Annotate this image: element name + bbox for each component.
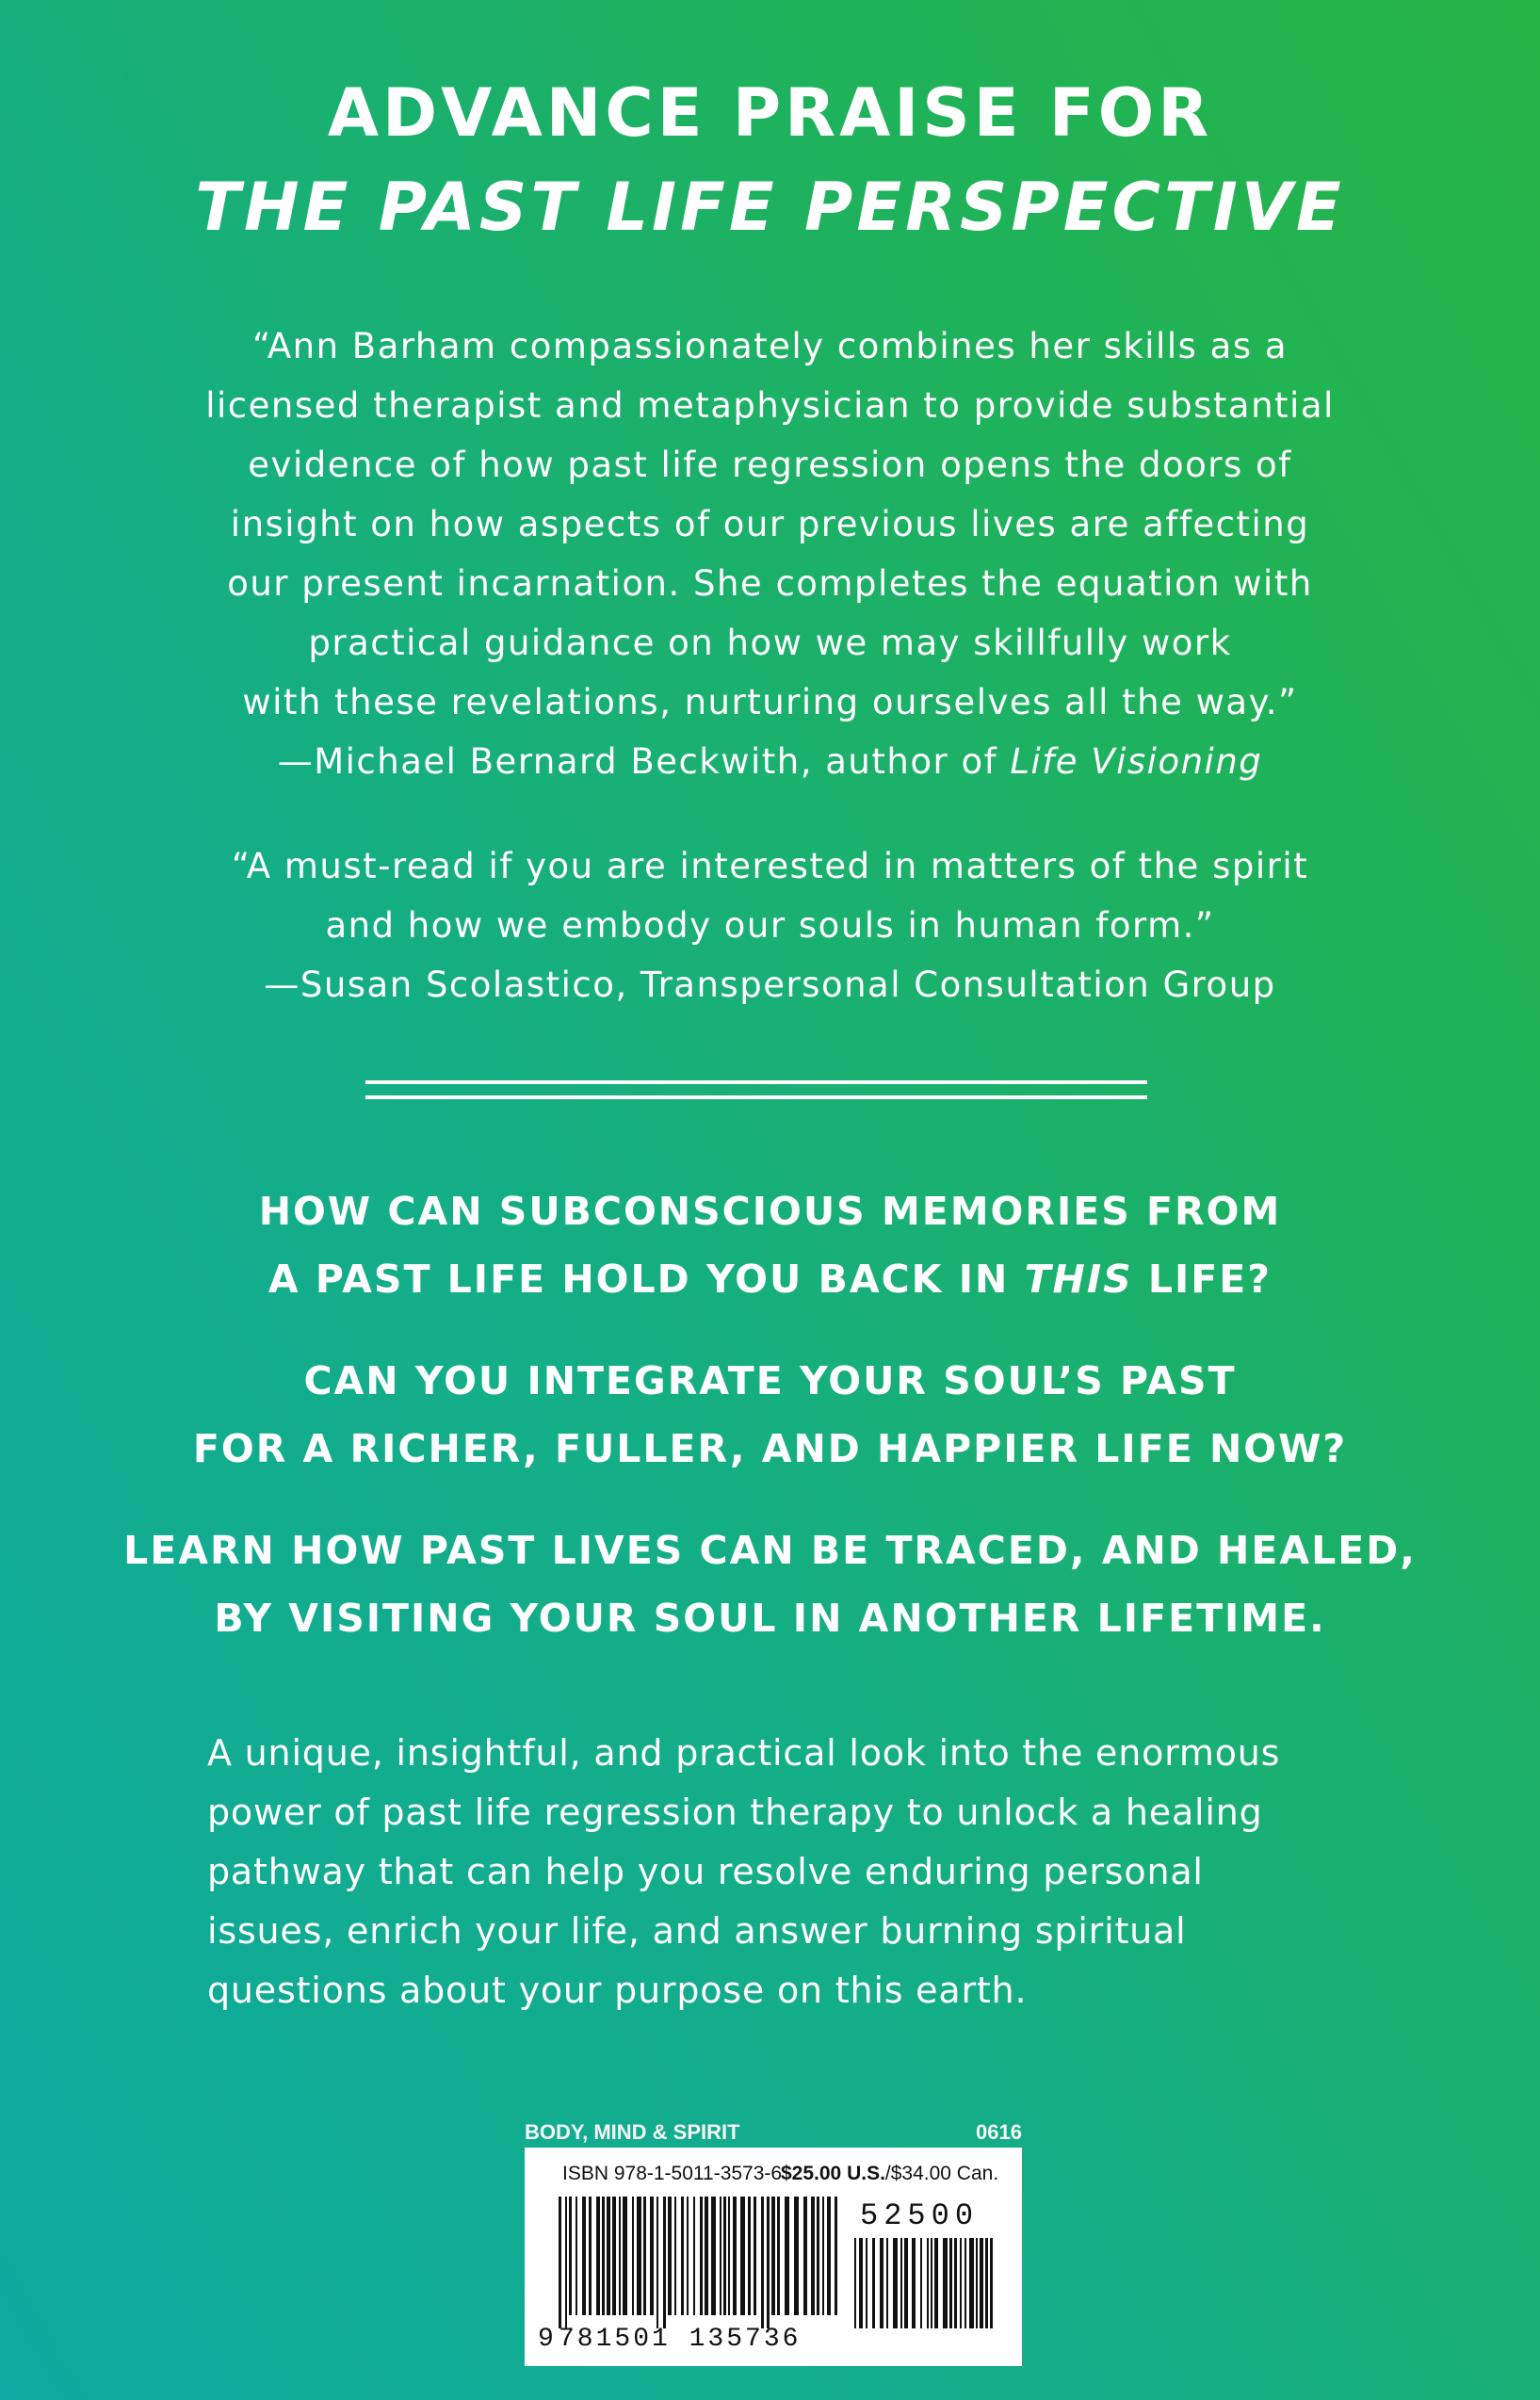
barcode-bar bbox=[931, 2238, 932, 2328]
price-us: $25.00 U.S. bbox=[781, 2163, 885, 2184]
barcode-bar bbox=[612, 2197, 616, 2315]
barcode-bar bbox=[589, 2197, 592, 2315]
barcode-bar bbox=[565, 2197, 567, 2328]
barcode-bar bbox=[854, 2238, 856, 2328]
barcode-bar bbox=[602, 2197, 605, 2315]
barcode-bar bbox=[582, 2197, 586, 2315]
barcode-bar bbox=[976, 2238, 978, 2328]
barcode-bar bbox=[880, 2238, 883, 2328]
questions-block bbox=[0, 1177, 1540, 1686]
price-can: /$34.00 Can. bbox=[884, 2163, 999, 2184]
attribution-book-title: Life Visioning bbox=[1010, 741, 1263, 782]
barcode-bar bbox=[771, 2197, 775, 2315]
praise-quote-scolastico bbox=[57, 836, 1483, 1014]
barcode-bar bbox=[761, 2197, 764, 2328]
barcode-bar bbox=[872, 2238, 875, 2328]
barcode-bar bbox=[965, 2238, 966, 2328]
barcode-bar bbox=[904, 2238, 908, 2328]
quote-line: licensed therapist and metaphysician to provide substantial bbox=[205, 385, 1335, 426]
description-line: A unique, insightful, and practical look into the enormous bbox=[207, 1732, 1281, 1774]
divider-line bbox=[365, 1080, 1147, 1084]
barcode-bar bbox=[596, 2197, 600, 2315]
barcode-bar bbox=[767, 2197, 770, 2328]
addon-digits: 52500 bbox=[860, 2198, 980, 2233]
barcode-bar bbox=[607, 2197, 610, 2315]
barcode-bar bbox=[650, 2197, 654, 2315]
question-2 bbox=[0, 1347, 1540, 1483]
barcode-bar bbox=[720, 2197, 721, 2315]
barcode-bar bbox=[949, 2238, 952, 2328]
barcode-bar bbox=[559, 2197, 561, 2328]
barcode-bar bbox=[637, 2197, 641, 2315]
quote-line: evidence of how past life regression opens the doors of bbox=[248, 445, 1292, 485]
barcode-bar bbox=[575, 2197, 577, 2315]
quote-line: “A must-read if you are interested in matters of the spirit bbox=[231, 846, 1309, 886]
divider-line bbox=[365, 1095, 1147, 1099]
quote-attribution bbox=[57, 732, 1483, 791]
description-line: issues, enrich your life, and answer burning spiritual bbox=[207, 1910, 1187, 1952]
double-rule-divider bbox=[365, 1080, 1147, 1105]
barcode-bar bbox=[811, 2197, 815, 2315]
barcode-bar bbox=[969, 2238, 974, 2328]
barcode-bar bbox=[700, 2197, 703, 2315]
question-line: CAN YOU INTEGRATE YOUR SOUL’S PAST bbox=[303, 1358, 1237, 1403]
book-description bbox=[207, 1724, 1337, 2020]
barcode-bar bbox=[817, 2197, 819, 2315]
description-line: pathway that can help you resolve enduring personal bbox=[207, 1851, 1204, 1892]
barcode-header bbox=[525, 2117, 1022, 2148]
quote-line: and how we embody our souls in human form.” bbox=[325, 905, 1215, 946]
barcode-bar bbox=[723, 2197, 726, 2315]
description-line: power of past life regression therapy to unlock a healing bbox=[207, 1792, 1263, 1833]
barcode-bar bbox=[728, 2197, 730, 2315]
quote-line: with these revelations, nurturing ourselves all the way.” bbox=[242, 682, 1298, 722]
barcode-digits: 781501 135736 bbox=[559, 2325, 802, 2354]
catalog-code: 0616 bbox=[976, 2120, 1022, 2144]
barcode-bar bbox=[687, 2197, 689, 2315]
quote-attribution: —Susan Scolastico, Transpersonal Consultation Group bbox=[264, 965, 1276, 1005]
header-line-1: ADVANCE PRAISE FOR bbox=[327, 74, 1213, 152]
barcode-bar bbox=[663, 2197, 666, 2328]
description-line: questions about your purpose on this earth. bbox=[207, 1970, 1028, 2011]
quote-line: our present incarnation. She completes the equation with bbox=[227, 563, 1313, 604]
barcode-bar bbox=[859, 2238, 863, 2328]
quote-line: insight on how aspects of our previous lives are affecting bbox=[230, 504, 1310, 544]
barcode-bar bbox=[632, 2197, 634, 2315]
barcode-bar bbox=[643, 2197, 646, 2315]
barcode-bar bbox=[794, 2197, 799, 2315]
barcode-bar bbox=[711, 2197, 716, 2315]
barcode-bar bbox=[943, 2238, 948, 2328]
barcode-bar bbox=[960, 2238, 962, 2328]
barcode-first-digit: 9 bbox=[538, 2325, 554, 2354]
barcode-bar bbox=[748, 2197, 751, 2315]
quote-line: “Ann Barham compassionately combines her skills as a bbox=[251, 326, 1289, 366]
barcode-bar bbox=[827, 2197, 831, 2315]
question-line: HOW CAN SUBCONSCIOUS MEMORIES FROM bbox=[258, 1189, 1282, 1234]
barcode-bar bbox=[733, 2197, 737, 2315]
barcode-bar bbox=[754, 2197, 756, 2315]
barcode-bar bbox=[569, 2197, 572, 2315]
barcode-bar bbox=[822, 2197, 824, 2315]
question-line: LEARN HOW PAST LIVES CAN BE TRACED, AND HEALED, bbox=[123, 1528, 1417, 1573]
question-emphasis: THIS bbox=[1024, 1257, 1133, 1302]
praise-header bbox=[0, 66, 1540, 254]
barcode-bar bbox=[886, 2238, 888, 2328]
barcode-bar bbox=[985, 2238, 988, 2328]
barcode-bar bbox=[835, 2197, 837, 2315]
isbn-text: ISBN 978-1-5011-3573-6 bbox=[562, 2163, 783, 2184]
barcode-panel bbox=[525, 2117, 1022, 2374]
barcode-bar bbox=[681, 2197, 684, 2315]
barcode-bar bbox=[619, 2197, 621, 2315]
praise-quote-beckwith bbox=[57, 316, 1483, 791]
attribution-text: —Michael Bernard Beckwith, author of bbox=[277, 741, 1011, 782]
question-3 bbox=[0, 1516, 1540, 1652]
barcode-bar bbox=[705, 2197, 708, 2315]
question-line: BY VISITING YOUR SOUL IN ANOTHER LIFETIME. bbox=[214, 1596, 1326, 1641]
barcode-bar bbox=[674, 2197, 676, 2315]
barcode-bar bbox=[954, 2238, 957, 2328]
barcode-bar bbox=[980, 2238, 983, 2328]
barcode-bar bbox=[740, 2197, 745, 2315]
barcode-bar bbox=[893, 2238, 898, 2328]
barcode-bar bbox=[927, 2238, 929, 2328]
subject-category: BODY, MIND & SPIRIT bbox=[525, 2120, 740, 2144]
question-text: A PAST LIFE HOLD YOU BACK IN bbox=[267, 1257, 1025, 1302]
barcode-bar bbox=[657, 2197, 658, 2328]
barcode-box bbox=[525, 2148, 1022, 2366]
barcode-bar bbox=[934, 2238, 938, 2328]
barcode-bar bbox=[900, 2238, 902, 2328]
question-1 bbox=[0, 1177, 1540, 1313]
question-line bbox=[0, 1245, 1540, 1313]
book-title: THE PAST LIFE PERSPECTIVE bbox=[195, 169, 1345, 246]
barcode-bar bbox=[990, 2238, 993, 2328]
barcode-bar bbox=[693, 2197, 695, 2315]
barcode-bar bbox=[785, 2197, 789, 2315]
barcode-bar bbox=[912, 2238, 916, 2328]
barcode-bar bbox=[920, 2238, 922, 2328]
question-text: LIFE? bbox=[1132, 1257, 1273, 1302]
question-line: FOR A RICHER, FULLER, AND HAPPIER LIFE NOW? bbox=[192, 1426, 1348, 1471]
barcode-bar bbox=[803, 2197, 807, 2315]
barcode-bar bbox=[866, 2238, 867, 2328]
barcode-bar bbox=[777, 2197, 780, 2315]
barcode-bar bbox=[668, 2197, 672, 2315]
quote-line: practical guidance on how we may skillfully work bbox=[308, 623, 1232, 663]
barcode-bar bbox=[623, 2197, 627, 2315]
